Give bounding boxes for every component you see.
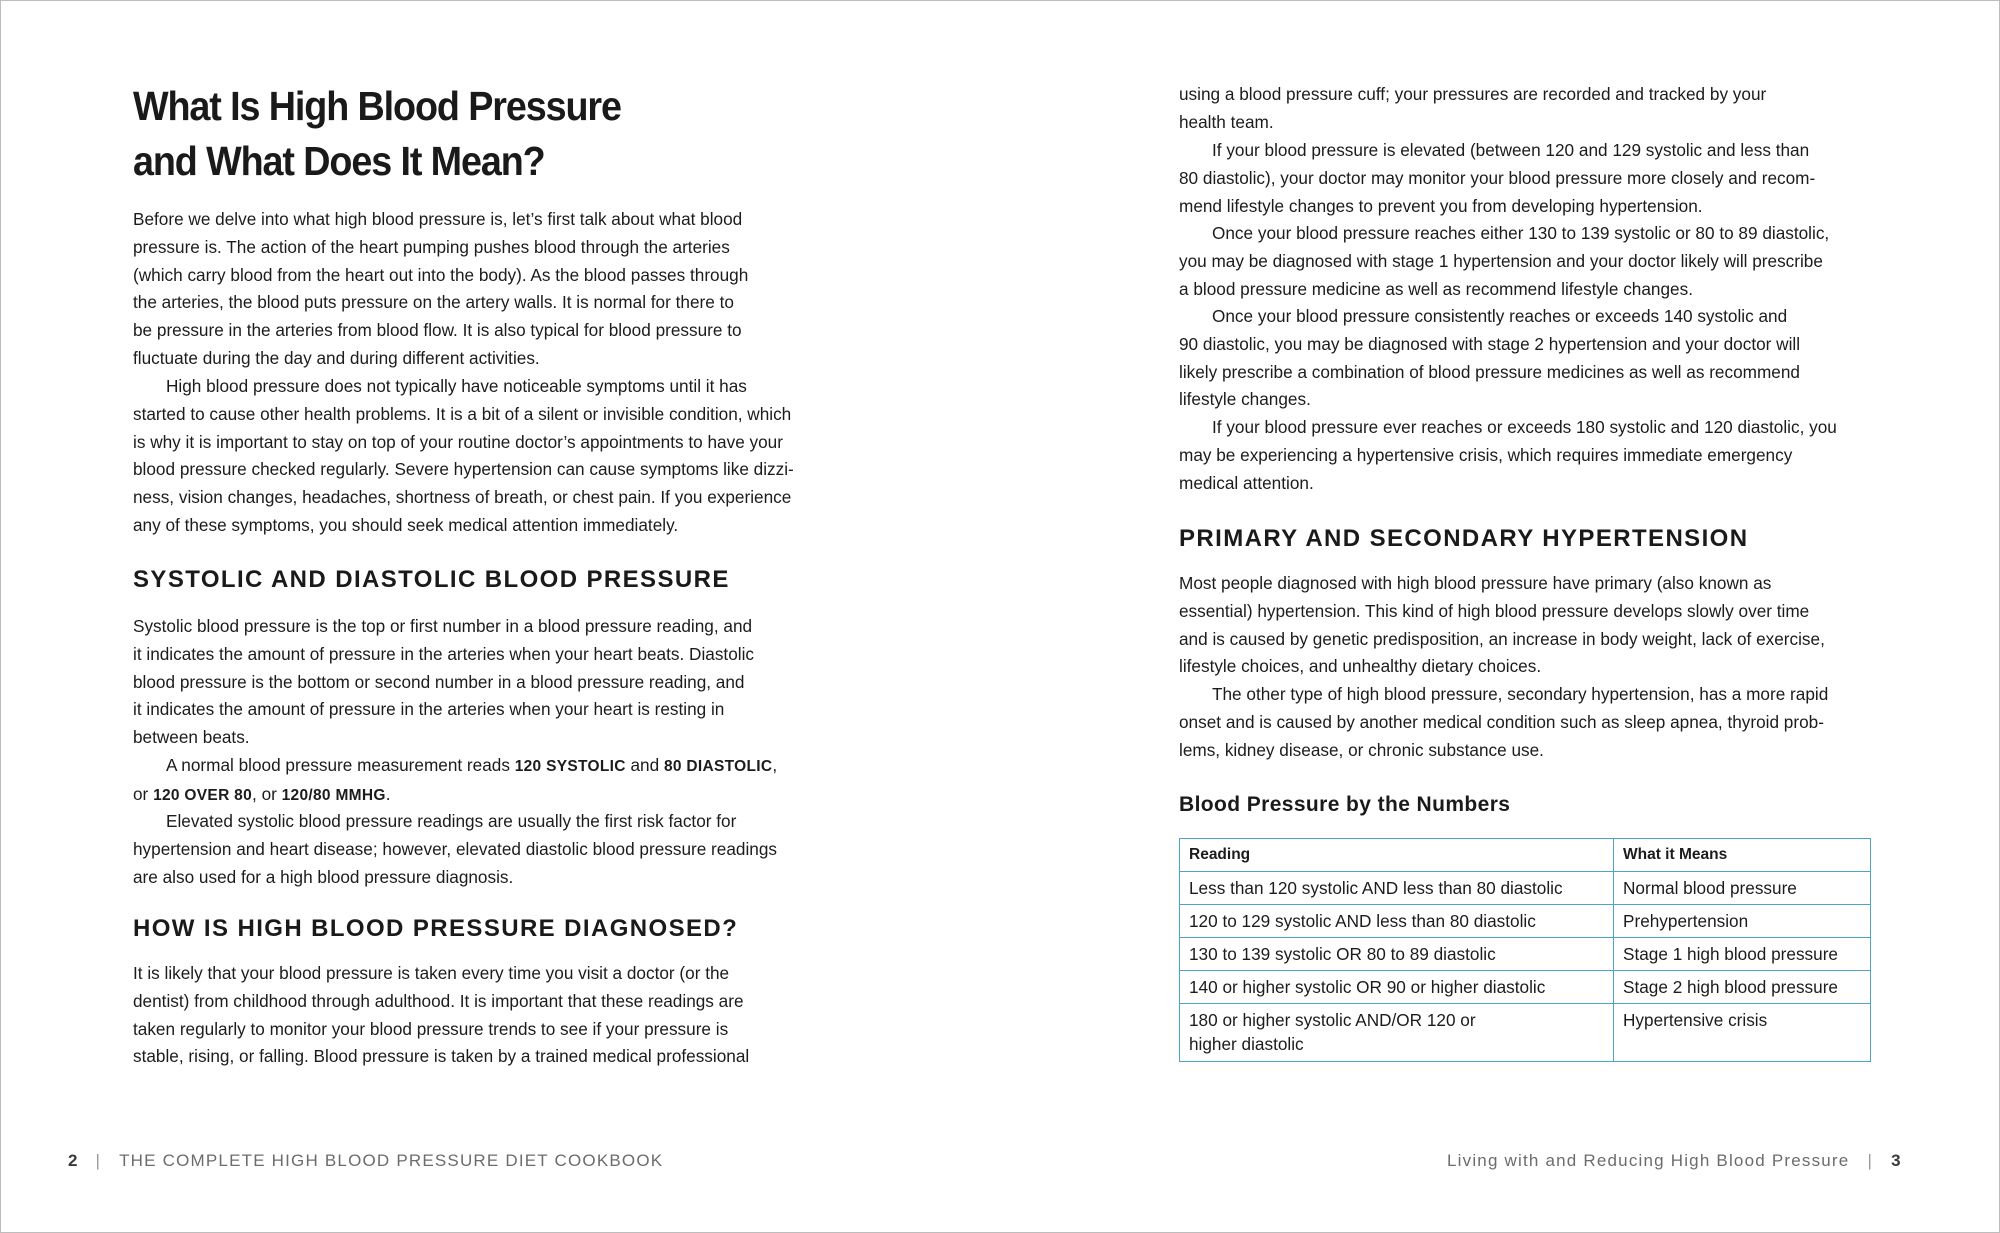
text-line: are also used for a high blood pressure diagnosis. [133,866,514,887]
text-run: . [385,783,391,804]
continued-paragraph [1179,81,1766,137]
text-line: mend lifestyle changes to prevent you from developing hypertension. [1179,195,1703,216]
intro-paragraph [133,206,748,373]
systolic-paragraph [133,613,754,752]
page-title [133,79,621,189]
text-line: onset and is caused by another medical condition such as sleep apnea, thyroid prob- [1179,711,1824,732]
running-head-chapter-title: Living with and Reducing High Blood Pressure [1447,1151,1850,1170]
bold-value: 120 SYSTOLIC [514,758,626,775]
bold-value: 120 OVER 80 [153,786,253,804]
text-line: (which carry blood from the heart out into the body). As the blood passes through [133,264,749,285]
text-line: it indicates the amount of pressure in the arteries when your heart is resting in [133,699,725,720]
bold-value: 120/80 MMHG [281,786,386,804]
table-row [1180,872,1871,905]
table-cell: 140 or higher systolic OR 90 or higher diastolic [1180,971,1614,1004]
table-cell: Hypertensive crisis [1614,1004,1871,1062]
text-line: likely prescribe a combination of blood pressure medicines as well as recommend [1179,361,1800,382]
text-line: It is likely that your blood pressure is taken every time you visit a doctor (or the [133,963,730,983]
text-line: Elevated systolic blood pressure readings are usually the first risk factor for [166,811,737,831]
text-line: blood pressure is the bottom or second number in a blood pressure reading, and [133,671,745,692]
text-line: medical attention. [1179,472,1314,493]
text-line: you may be diagnosed with stage 1 hypertension and your doctor likely will prescribe [1179,250,1823,271]
text-line: health team. [1179,111,1274,132]
table-cell: Prehypertension [1614,905,1871,938]
text-run: , [772,755,778,775]
text-line: the arteries, the blood puts pressure on the artery walls. It is normal for there to [133,292,734,313]
text-line: any of these symptoms, you should seek medical attention immediately. [133,514,679,535]
table-cell: 120 to 129 systolic AND less than 80 diastolic [1180,905,1614,938]
crisis-paragraph [1179,414,1837,497]
text-line: be pressure in the arteries from blood flow. It is also typical for blood pressure to [133,320,742,341]
page-number: 3 [1891,1151,1901,1170]
table-header-cell: Reading [1180,839,1614,872]
text-line: it indicates the amount of pressure in the arteries when your heart beats. Diastolic [133,643,754,664]
text-line: blood pressure checked regularly. Severe hypertension can cause symptoms like dizzi- [133,459,794,480]
text-line: Before we delve into what high blood pressure is, let’s first talk about what blood [133,209,743,229]
section-heading-diagnosed: HOW IS HIGH BLOOD PRESSURE DIAGNOSED? [133,915,739,942]
text-line: stable, rising, or falling. Blood pressure is taken by a trained medical professional [133,1046,750,1067]
text-line: dentist) from childhood through adulthood. It is important that these readings are [133,990,744,1011]
text-line: taken regularly to monitor your blood pressure trends to see if your pressure is [133,1018,729,1039]
section-heading-systolic: SYSTOLIC AND DIASTOLIC BLOOD PRESSURE [133,566,730,593]
bold-value: 80 DIASTOLIC [663,758,773,775]
table-cell: Less than 120 systolic AND less than 80 diastolic [1180,872,1614,905]
text-line: a blood pressure medicine as well as recommend lifestyle changes. [1179,278,1693,299]
table-cell: Stage 1 high blood pressure [1614,938,1871,971]
text-line: Once your blood pressure consistently reaches or exceeds 140 systolic and [1212,306,1788,326]
table-cell [1180,1004,1614,1062]
text-line: Most people diagnosed with high blood pressure have primary (also known as [1179,573,1772,593]
table-cell: Normal blood pressure [1614,872,1871,905]
table-row [1180,905,1871,938]
text-line: If your blood pressure is elevated (between 120 and 129 systolic and less than [1212,140,1810,160]
text-line: pressure is. The action of the heart pumping pushes blood through the arteries [133,236,730,257]
text-line [133,752,777,781]
text-run: A normal blood pressure measurement reads [166,755,515,775]
symptoms-paragraph [133,373,794,540]
table-cell: 130 to 139 systolic OR 80 to 89 diastolic [1180,938,1614,971]
text-line: between beats. [133,727,250,748]
secondary-paragraph [1179,681,1828,764]
stage2-paragraph [1179,303,1800,414]
table-row [1180,938,1871,971]
text-line: essential) hypertension. This kind of high blood pressure develops slowly over time [1179,600,1810,621]
stage1-paragraph [1179,220,1829,303]
text-line: High blood pressure does not typically have noticeable symptoms until it has [166,376,747,396]
text-line: 90 diastolic, you may be diagnosed with stage 2 hypertension and your doctor will [1179,333,1801,354]
table-header-cell: What it Means [1614,839,1871,872]
elevated-paragraph [133,808,777,891]
table-title: Blood Pressure by the Numbers [1179,793,1511,816]
text-line: If your blood pressure ever reaches or exceeds 180 systolic and 120 diastolic, you [1212,417,1837,437]
text-line: hypertension and heart disease; however, elevated diastolic blood pressure readings [133,838,777,859]
footer-separator: | [95,1151,102,1170]
text-line: lems, kidney disease, or chronic substance use. [1179,739,1544,760]
text-line: is why it is important to stay on top of your routine doctor’s appointments to have your [133,431,783,452]
table-header-row [1180,839,1871,872]
right-footer [1447,1151,1901,1171]
text-line: Once your blood pressure reaches either 130 to 139 systolic or 80 to 89 diastolic, [1212,223,1830,243]
running-head-book-title: THE COMPLETE HIGH BLOOD PRESSURE DIET COOKBOOK [119,1151,664,1170]
text-line [133,781,777,810]
text-line: lifestyle choices, and unhealthy dietary choices. [1179,656,1542,677]
text-line: The other type of high blood pressure, secondary hypertension, has a more rapid [1212,684,1829,704]
cell-line: higher diastolic [1189,1034,1304,1054]
footer-separator: | [1867,1151,1874,1170]
text-line: started to cause other health problems. It is a bit of a silent or invisible condition, which [133,403,792,424]
normal-reading-paragraph [133,752,777,810]
text-line: ness, vision changes, headaches, shortness of breath, or chest pain. If you experience [133,487,792,508]
left-footer [68,1151,663,1171]
primary-paragraph [1179,570,1825,681]
text-line: and is caused by genetic predisposition, an increase in body weight, lack of exercise, [1179,628,1825,649]
section-heading-primary: PRIMARY AND SECONDARY HYPERTENSION [1179,525,1749,552]
page-number: 2 [68,1151,78,1170]
text-run: , or [252,783,282,804]
table-row [1180,1004,1871,1062]
text-line: Systolic blood pressure is the top or first number in a blood pressure reading, and [133,616,753,636]
title-line: and What Does It Mean? [133,138,545,184]
text-line: may be experiencing a hypertensive crisis, which requires immediate emergency [1179,444,1793,465]
table-row [1180,971,1871,1004]
title-line: What Is High Blood Pressure [133,83,621,129]
text-line: fluctuate during the day and during different activities. [133,347,540,368]
table-cell: Stage 2 high blood pressure [1614,971,1871,1004]
text-line: lifestyle changes. [1179,389,1311,410]
text-run: and [625,755,664,775]
text-line: 80 diastolic), your doctor may monitor your blood pressure more closely and recom- [1179,167,1816,188]
diagnosed-paragraph [133,960,749,1071]
blood-pressure-table [1179,838,1871,1062]
text-line: using a blood pressure cuff; your pressures are recorded and tracked by your [1179,84,1767,104]
elevated-range-paragraph [1179,137,1815,220]
cell-line: 180 or higher systolic AND/OR 120 or [1189,1010,1476,1030]
text-run: or [133,783,154,804]
